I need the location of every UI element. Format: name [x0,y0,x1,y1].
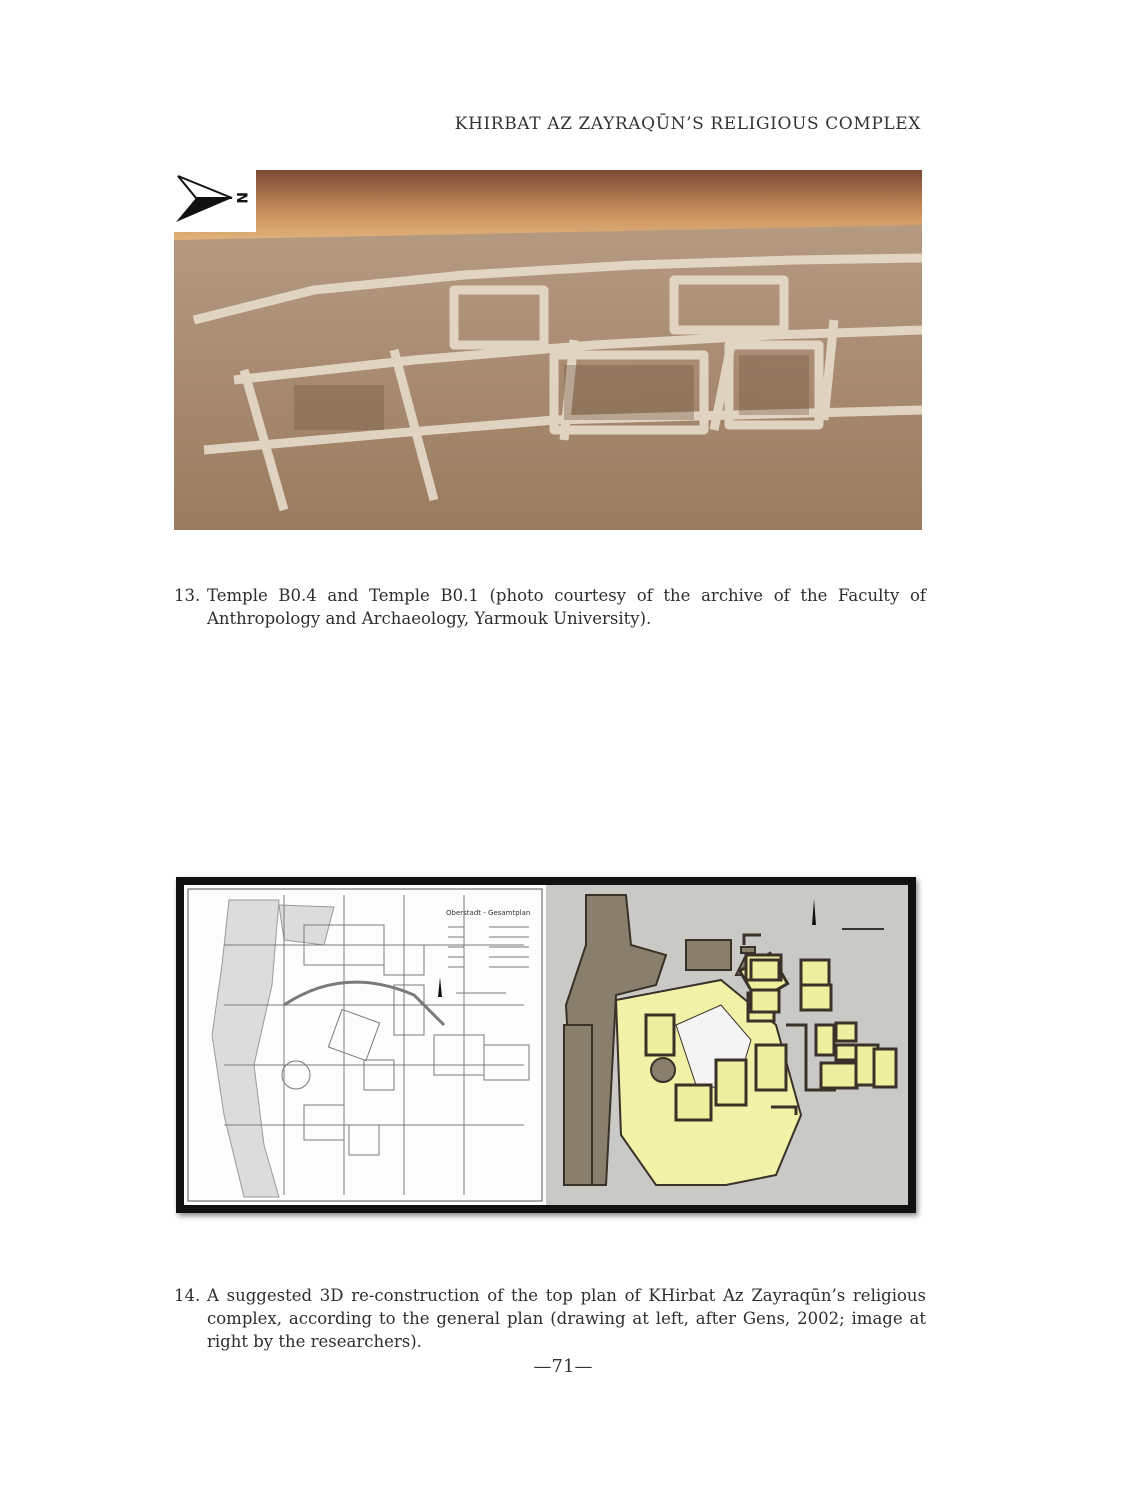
north-arrow-icon [174,170,256,232]
north-arrow-box [174,170,256,232]
plan-title: Oberstadt - Gesamtplan [446,909,531,917]
plan-figure [176,877,916,1213]
north-label: N [233,192,249,204]
figure-13-caption-number: 13. [174,586,201,605]
general-plan-drawing [184,885,546,1205]
general-plan-illustration [184,885,546,1205]
plan-north-icon [438,977,442,997]
running-head: KHIRBAT AZ ZAYRAQŪN’S RELIGIOUS COMPLEX [454,114,921,134]
figure-13-caption-text: Temple B0.4 and Temple B0.1 (photo courtesy of the archive of the Faculty of Anthropology and Archaeology, Yarmouk University). [207,586,926,628]
reconstruction-north-icon [812,899,816,925]
figure-13-caption [174,584,926,630]
page-number: —71— [533,1356,593,1377]
3d-reconstruction-image [546,885,908,1205]
excavation-photo-illustration [174,170,922,530]
figure-14-caption [174,1284,926,1353]
figure-14-caption-number: 14. [174,1286,201,1305]
excavation-photo [174,170,922,530]
figure-14-caption-text: A suggested 3D re-construction of the top plan of KHirbat Az Zayraqūn’s religious complex, according to the general plan (drawing at left, after Gens, 2002; image at right by the researchers). [207,1286,926,1351]
3d-reconstruction-illustration [546,885,908,1205]
